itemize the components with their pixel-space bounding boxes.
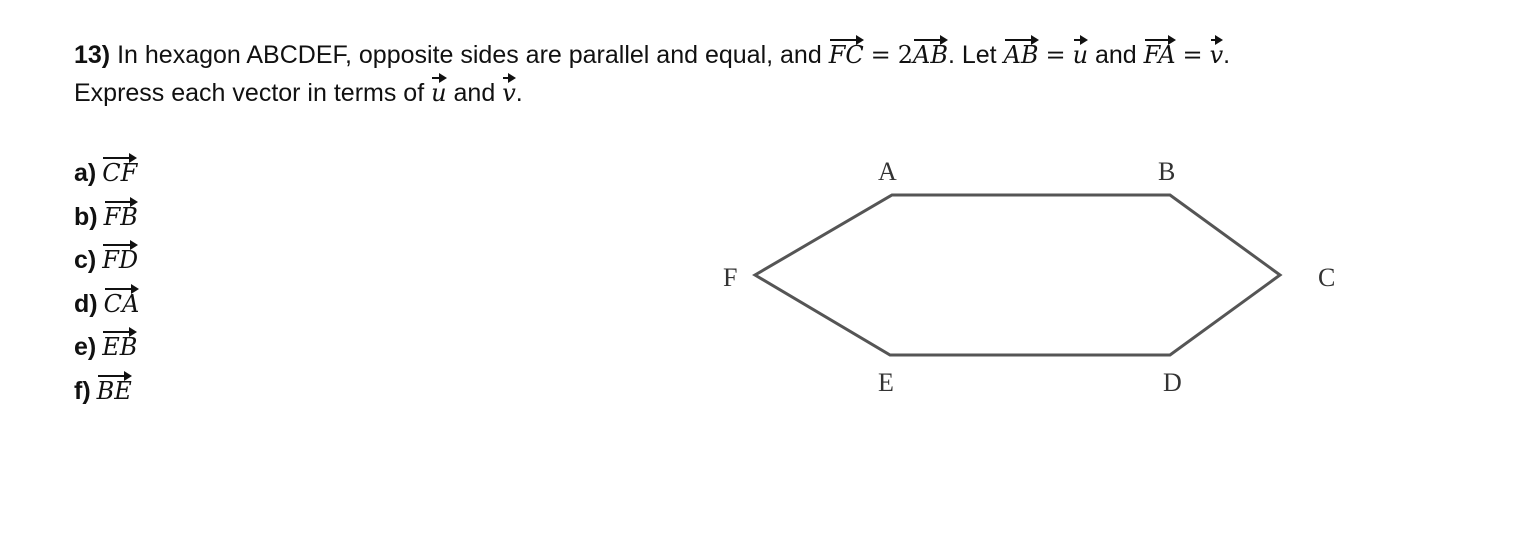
vector-fa: FA (1143, 41, 1176, 69)
coefficient-2: 2 (897, 41, 913, 69)
vertex-label-b: B (1158, 157, 1176, 186)
let-text: . Let (947, 41, 997, 69)
period-2: . (515, 79, 523, 107)
vector-ab: AB (913, 41, 948, 69)
sub-question-vector: FB (103, 202, 138, 231)
period: . (1223, 41, 1231, 69)
problem-statement (74, 36, 1494, 112)
sub-question-label: c) (74, 246, 97, 274)
sub-question-label: b) (74, 202, 98, 231)
problem-line-2 (74, 74, 1494, 112)
problem-line-1 (74, 36, 1494, 74)
hexagon-figure (700, 140, 1420, 410)
sub-question-vector: EB (102, 333, 138, 361)
sub-question-label: a) (74, 159, 97, 187)
vertex-label-e: E (878, 368, 894, 397)
equals-sign-3: = (1182, 41, 1203, 69)
vertex-label-f: F (723, 263, 738, 292)
vertex-label-a: A (878, 157, 897, 186)
vector-ab-2: AB (1003, 41, 1039, 69)
sub-question-vector: CA (103, 289, 140, 318)
sub-question-d (74, 283, 139, 327)
vector-u-2: u (431, 79, 447, 107)
vector-v-2: v (502, 79, 516, 107)
vector-v: v (1209, 41, 1224, 69)
sub-questions-list (74, 152, 139, 413)
sub-question-label: d) (74, 289, 98, 318)
sub-question-c (74, 239, 139, 283)
sub-question-vector: CF (102, 159, 138, 187)
question-number: 13) (74, 41, 111, 69)
sub-question-label: f) (74, 376, 91, 405)
vertex-label-d: D (1163, 368, 1182, 397)
sub-question-e (74, 326, 139, 370)
hexagon-outline (755, 195, 1280, 355)
and-text: and (1094, 41, 1137, 69)
equals-sign-2: = (1045, 41, 1066, 69)
vector-fc: FC (828, 41, 864, 69)
sub-question-vector: BE (96, 376, 132, 405)
sub-question-label: e) (74, 333, 97, 361)
express-text: Express each vector in terms of (74, 79, 425, 107)
and-text-2: and (453, 79, 496, 107)
vertex-label-c: C (1318, 263, 1336, 292)
equals-sign-1: = (870, 41, 891, 69)
intro-text: In hexagon ABCDEF, opposite sides are parallel and equal, and (117, 41, 822, 69)
sub-question-a (74, 152, 139, 196)
sub-question-vector: FD (102, 246, 139, 274)
vector-u: u (1072, 41, 1089, 69)
sub-question-b (74, 196, 139, 240)
sub-question-f (74, 370, 139, 414)
